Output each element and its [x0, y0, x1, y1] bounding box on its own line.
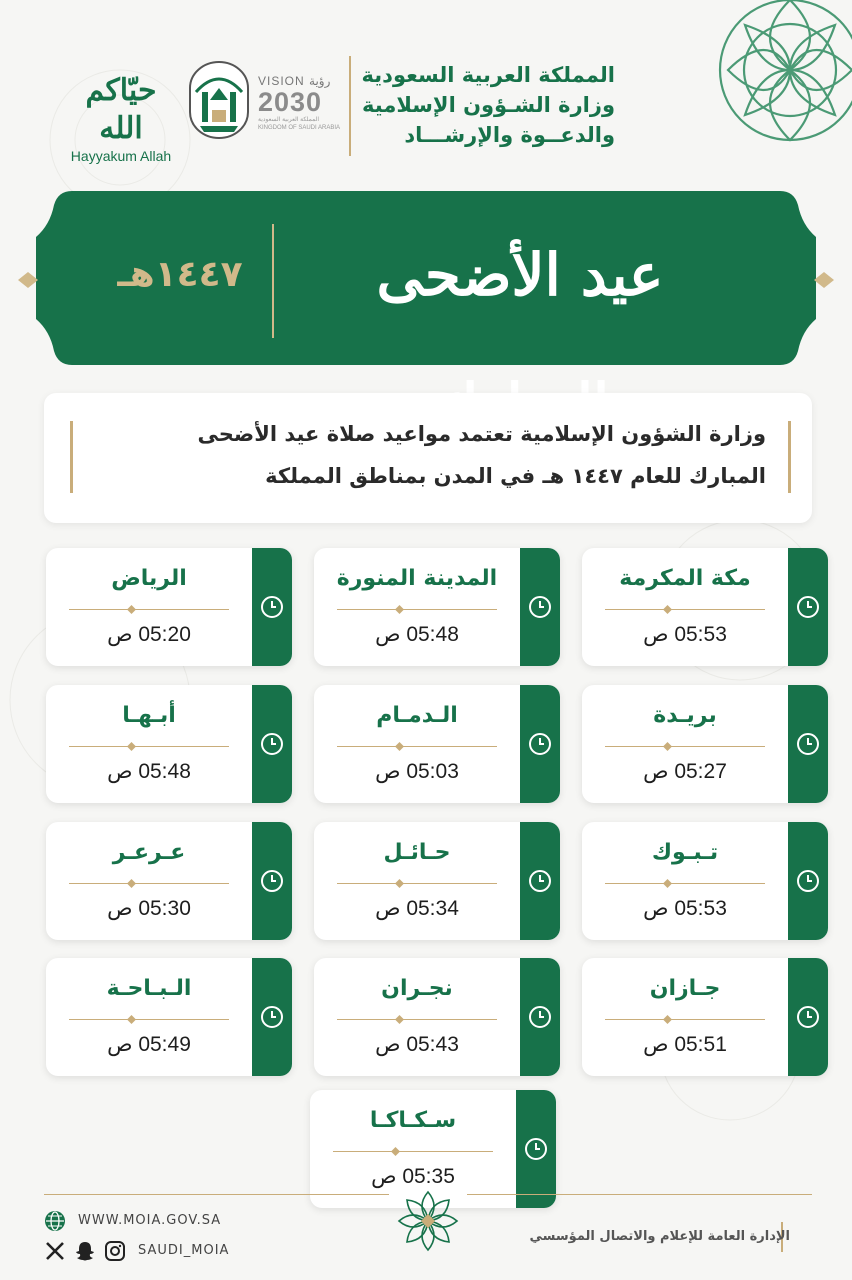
city-card	[46, 822, 292, 940]
footer-flower-icon	[393, 1186, 463, 1256]
clock-icon	[796, 1005, 820, 1029]
intro-text	[126, 413, 766, 497]
prayer-time: 05:27 ص	[643, 760, 727, 783]
city-card	[314, 548, 560, 666]
card-tab	[252, 958, 292, 1076]
banner-diamond-right-icon	[812, 270, 836, 290]
website-url[interactable]: WWW.MOIA.GOV.SA	[78, 1213, 222, 1228]
divider-diamond-icon	[395, 1015, 404, 1024]
prayer-time: 05:53 ص	[643, 623, 727, 646]
social-handle[interactable]: SAUDI_MOIA	[138, 1243, 230, 1258]
city-card	[46, 958, 292, 1076]
card-tab	[788, 822, 828, 940]
city-card	[582, 548, 828, 666]
header-divider	[349, 56, 351, 156]
clock-icon	[796, 732, 820, 756]
card-divider	[605, 1019, 765, 1020]
divider-diamond-icon	[663, 1015, 672, 1024]
ministry-line-1: المملكة العربية السعودية	[361, 63, 615, 87]
divider-diamond-icon	[391, 1147, 400, 1156]
card-tab	[520, 822, 560, 940]
clock-icon	[260, 732, 284, 756]
divider-diamond-icon	[395, 879, 404, 888]
city-name: مكة المكرمة	[619, 566, 751, 591]
divider-diamond-icon	[663, 879, 672, 888]
prayer-time: 05:48 ص	[107, 760, 191, 783]
intro-line-2: المبارك للعام ١٤٤٧ هـ في المدن بمناطق المملكة	[265, 464, 766, 488]
card-divider	[69, 883, 229, 884]
divider-diamond-icon	[127, 742, 136, 751]
card-divider	[69, 746, 229, 747]
city-card	[314, 822, 560, 940]
prayer-time: 05:43 ص	[375, 1033, 459, 1056]
intro-box	[44, 393, 812, 523]
divider-diamond-icon	[663, 605, 672, 614]
prayer-time: 05:03 ص	[375, 760, 459, 783]
clock-icon	[260, 595, 284, 619]
card-divider	[69, 1019, 229, 1020]
footer-department: الإدارة العامة للإعلام والاتصال المؤسسي	[529, 1229, 790, 1244]
hayyakum-english: Hayyakum Allah	[70, 148, 172, 164]
clock-icon	[260, 1005, 284, 1029]
city-name: الرياض	[111, 566, 187, 591]
city-card	[582, 685, 828, 803]
city-card	[582, 822, 828, 940]
card-divider	[337, 883, 497, 884]
divider-diamond-icon	[127, 1015, 136, 1024]
card-divider	[337, 746, 497, 747]
banner-year: ١٤٤٧هـ	[117, 254, 243, 295]
card-divider	[605, 883, 765, 884]
intro-line-1: وزارة الشؤون الإسلامية تعتمد مواعيد صلاة عيد الأضحى	[197, 422, 766, 446]
vision-subtitle: المملكة العربية السعودية KINGDOM OF SAUDI ARABIA	[258, 117, 341, 131]
footer-line-left	[44, 1194, 389, 1195]
card-divider	[333, 1151, 493, 1152]
city-name: الـدمـام	[376, 703, 458, 728]
instagram-icon[interactable]	[104, 1240, 126, 1262]
divider-diamond-icon	[127, 879, 136, 888]
banner-divider	[272, 224, 274, 338]
prayer-time: 05:49 ص	[107, 1033, 191, 1056]
card-tab	[252, 822, 292, 940]
city-card	[314, 685, 560, 803]
city-name: جـازان	[649, 976, 721, 1001]
snapchat-icon[interactable]	[74, 1240, 96, 1262]
clock-icon	[260, 869, 284, 893]
prayer-time: 05:35 ص	[371, 1165, 455, 1188]
city-name: بريـدة	[653, 703, 717, 728]
city-name: أبـهـا	[122, 703, 176, 728]
clock-icon	[524, 1137, 548, 1161]
clock-icon	[528, 732, 552, 756]
city-card	[46, 548, 292, 666]
prayer-time: 05:53 ص	[643, 897, 727, 920]
card-tab	[788, 685, 828, 803]
intro-bar-right	[788, 421, 791, 493]
city-card	[582, 958, 828, 1076]
card-tab	[520, 958, 560, 1076]
card-tab	[520, 685, 560, 803]
card-tab	[252, 548, 292, 666]
ministry-name	[360, 60, 615, 150]
clock-icon	[796, 869, 820, 893]
divider-diamond-icon	[127, 605, 136, 614]
card-divider	[605, 746, 765, 747]
city-name: حـائـل	[383, 840, 451, 865]
divider-diamond-icon	[395, 742, 404, 751]
clock-icon	[528, 1005, 552, 1029]
city-name: تـبـوك	[651, 840, 719, 865]
city-card	[46, 685, 292, 803]
city-card	[314, 958, 560, 1076]
city-name: سـكـاكـا	[369, 1108, 457, 1133]
card-tab	[252, 685, 292, 803]
hayyakum-allah-logo	[62, 72, 180, 164]
prayer-time: 05:48 ص	[375, 623, 459, 646]
banner-diamond-left-icon	[16, 270, 40, 290]
card-divider	[605, 609, 765, 610]
city-name: نجـران	[381, 976, 453, 1001]
prayer-time: 05:20 ص	[107, 623, 191, 646]
prayer-time: 05:34 ص	[375, 897, 459, 920]
card-tab	[520, 548, 560, 666]
ministry-emblem-icon	[188, 60, 250, 140]
intro-bar-left	[70, 421, 73, 493]
x-icon[interactable]	[44, 1240, 66, 1262]
banner-title: عيد الأضحى	[376, 241, 664, 309]
card-divider	[337, 1019, 497, 1020]
city-name: عـرعـر	[112, 840, 186, 865]
card-divider	[337, 609, 497, 610]
city-name: الـبـاحـة	[106, 976, 192, 1001]
ministry-line-3: والدعــوة والإرشـــاد	[404, 123, 615, 147]
vision-year: 2030	[258, 87, 323, 117]
card-tab	[516, 1090, 556, 1208]
prayer-time: 05:51 ص	[643, 1033, 727, 1056]
card-tab	[788, 548, 828, 666]
vision-label: VISION رؤية	[258, 74, 331, 88]
vision-2030-logo	[258, 74, 340, 132]
divider-diamond-icon	[395, 605, 404, 614]
card-divider	[69, 609, 229, 610]
clock-icon	[796, 595, 820, 619]
ministry-line-2: وزارة الشـؤون الإسلامية	[362, 93, 615, 117]
prayer-time: 05:30 ص	[107, 897, 191, 920]
divider-diamond-icon	[663, 742, 672, 751]
footer-line-right	[467, 1194, 812, 1195]
clock-icon	[528, 595, 552, 619]
card-tab	[788, 958, 828, 1076]
globe-icon	[44, 1210, 66, 1232]
city-name: المدينة المنورة	[336, 566, 498, 591]
clock-icon	[528, 869, 552, 893]
hayyakum-arabic: حيّاكم الله	[85, 73, 157, 146]
